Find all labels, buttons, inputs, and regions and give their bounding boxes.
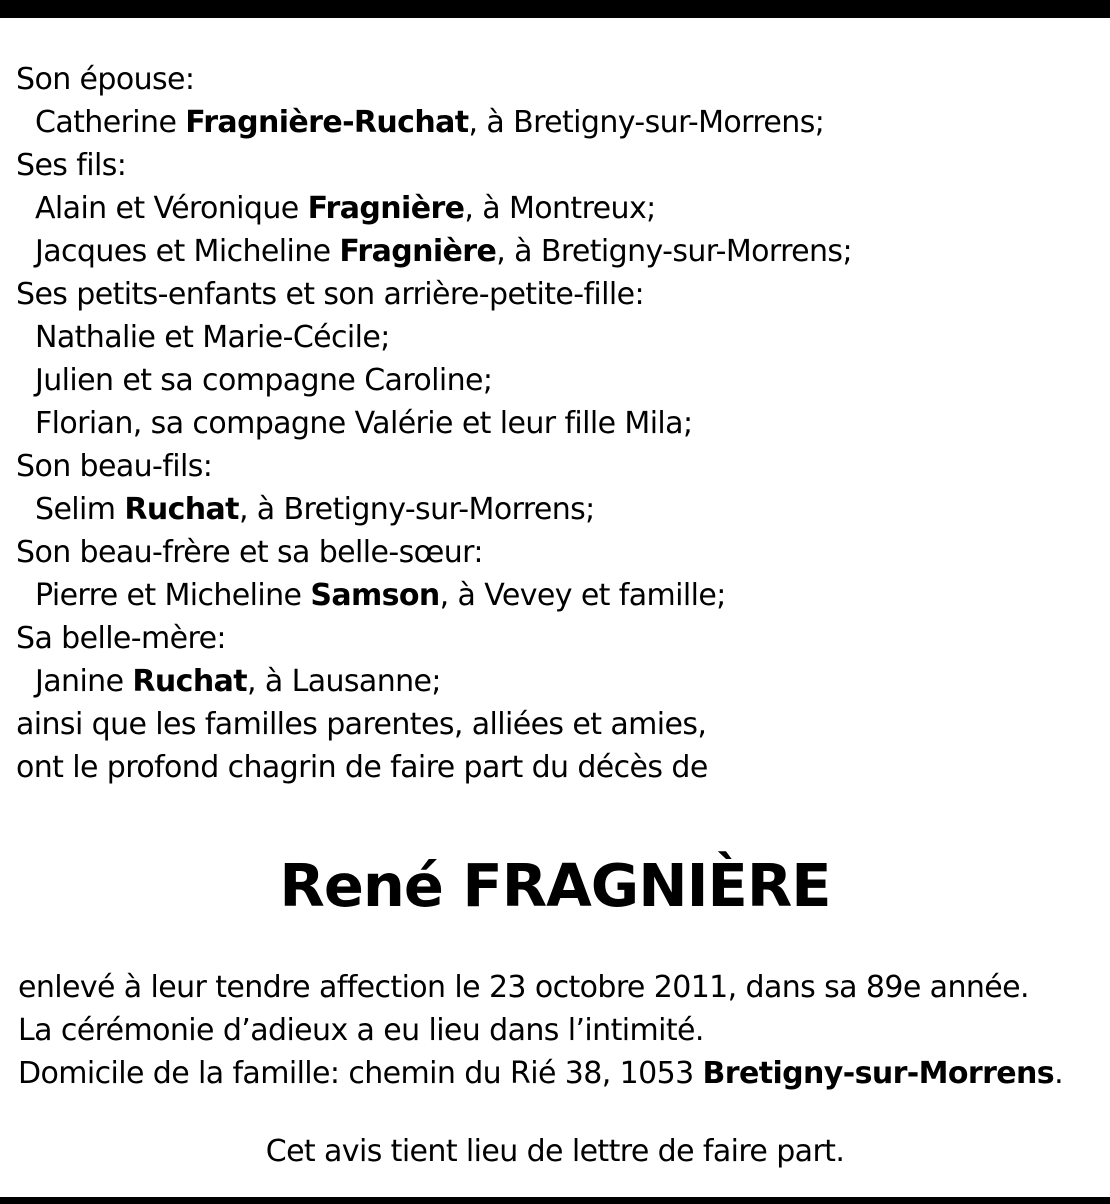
son2-first-names: Jacques et Micheline — [35, 234, 340, 269]
son-line-1 — [16, 187, 1096, 230]
stepson-heading: Son beau-fils: — [16, 449, 213, 484]
stepson-line — [16, 488, 1096, 531]
grandchildren-heading: Ses petits-enfants et son arrière-petite-fille: — [16, 277, 644, 312]
inlaws-line — [16, 574, 1096, 617]
son2-location: , à Bretigny-sur-Morrens; — [496, 234, 852, 269]
son1-location: , à Montreux; — [464, 191, 656, 226]
top-border-rule — [0, 0, 1110, 18]
stepson-location: , à Bretigny-sur-Morrens; — [238, 492, 595, 527]
family-address-line — [18, 1052, 1108, 1095]
sons-heading: Ses fils: — [16, 148, 127, 183]
son2-surname: Fragnière — [339, 234, 497, 269]
motherinlaw-surname: Ruchat — [132, 664, 247, 699]
address-end: . — [1054, 1056, 1063, 1091]
spouse-first-name: Catherine — [35, 105, 186, 140]
deceased-name: René FRAGNIÈRE — [279, 851, 831, 920]
spouse-line — [16, 101, 1096, 144]
son1-first-names: Alain et Véronique — [35, 191, 308, 226]
inlaws-location: , à Vevey et famille; — [439, 578, 726, 613]
family-list — [16, 58, 1096, 789]
address-text: Domicile de la famille: chemin du Rié 38, 1053 — [18, 1056, 703, 1091]
inlaws-first-names: Pierre et Micheline — [35, 578, 311, 613]
bottom-border-rule — [0, 1197, 1110, 1204]
motherinlaw-first-name: Janine — [35, 664, 133, 699]
address-place: Bretigny-sur-Morrens — [702, 1056, 1055, 1091]
motherinlaw-location: , à Lausanne; — [246, 664, 441, 699]
son1-surname: Fragnière — [307, 191, 465, 226]
grandchild-line-3: Florian, sa compagne Valérie et leur fille Mila; — [35, 406, 693, 441]
spouse-location: , à Bretigny-sur-Morrens; — [468, 105, 825, 140]
spouse-surname: Fragnière-Ruchat — [185, 105, 469, 140]
inlaws-heading: Son beau-frère et sa belle-sœur: — [16, 535, 483, 570]
announcement-line: ont le profond chagrin de faire part du décès de — [16, 750, 708, 785]
ceremony-line: La cérémonie d’adieux a eu lieu dans l’intimité. — [18, 1013, 704, 1048]
death-date-line: enlevé à leur tendre affection le 23 octobre 2011, dans sa 89e année. — [18, 970, 1029, 1005]
grandchild-line-1: Nathalie et Marie-Cécile; — [35, 320, 390, 355]
relatives-line: ainsi que les familles parentes, alliées et amies, — [16, 707, 707, 742]
inlaws-surname: Samson — [310, 578, 440, 613]
stepson-surname: Ruchat — [124, 492, 239, 527]
motherinlaw-line — [16, 660, 1096, 703]
spouse-heading: Son épouse: — [16, 62, 195, 97]
son-line-2 — [16, 230, 1096, 273]
death-details — [18, 966, 1108, 1095]
stepson-first-name: Selim — [35, 492, 125, 527]
grandchild-line-2: Julien et sa compagne Caroline; — [35, 363, 493, 398]
motherinlaw-heading: Sa belle-mère: — [16, 621, 226, 656]
closing-note: Cet avis tient lieu de lettre de faire part. — [265, 1134, 845, 1169]
